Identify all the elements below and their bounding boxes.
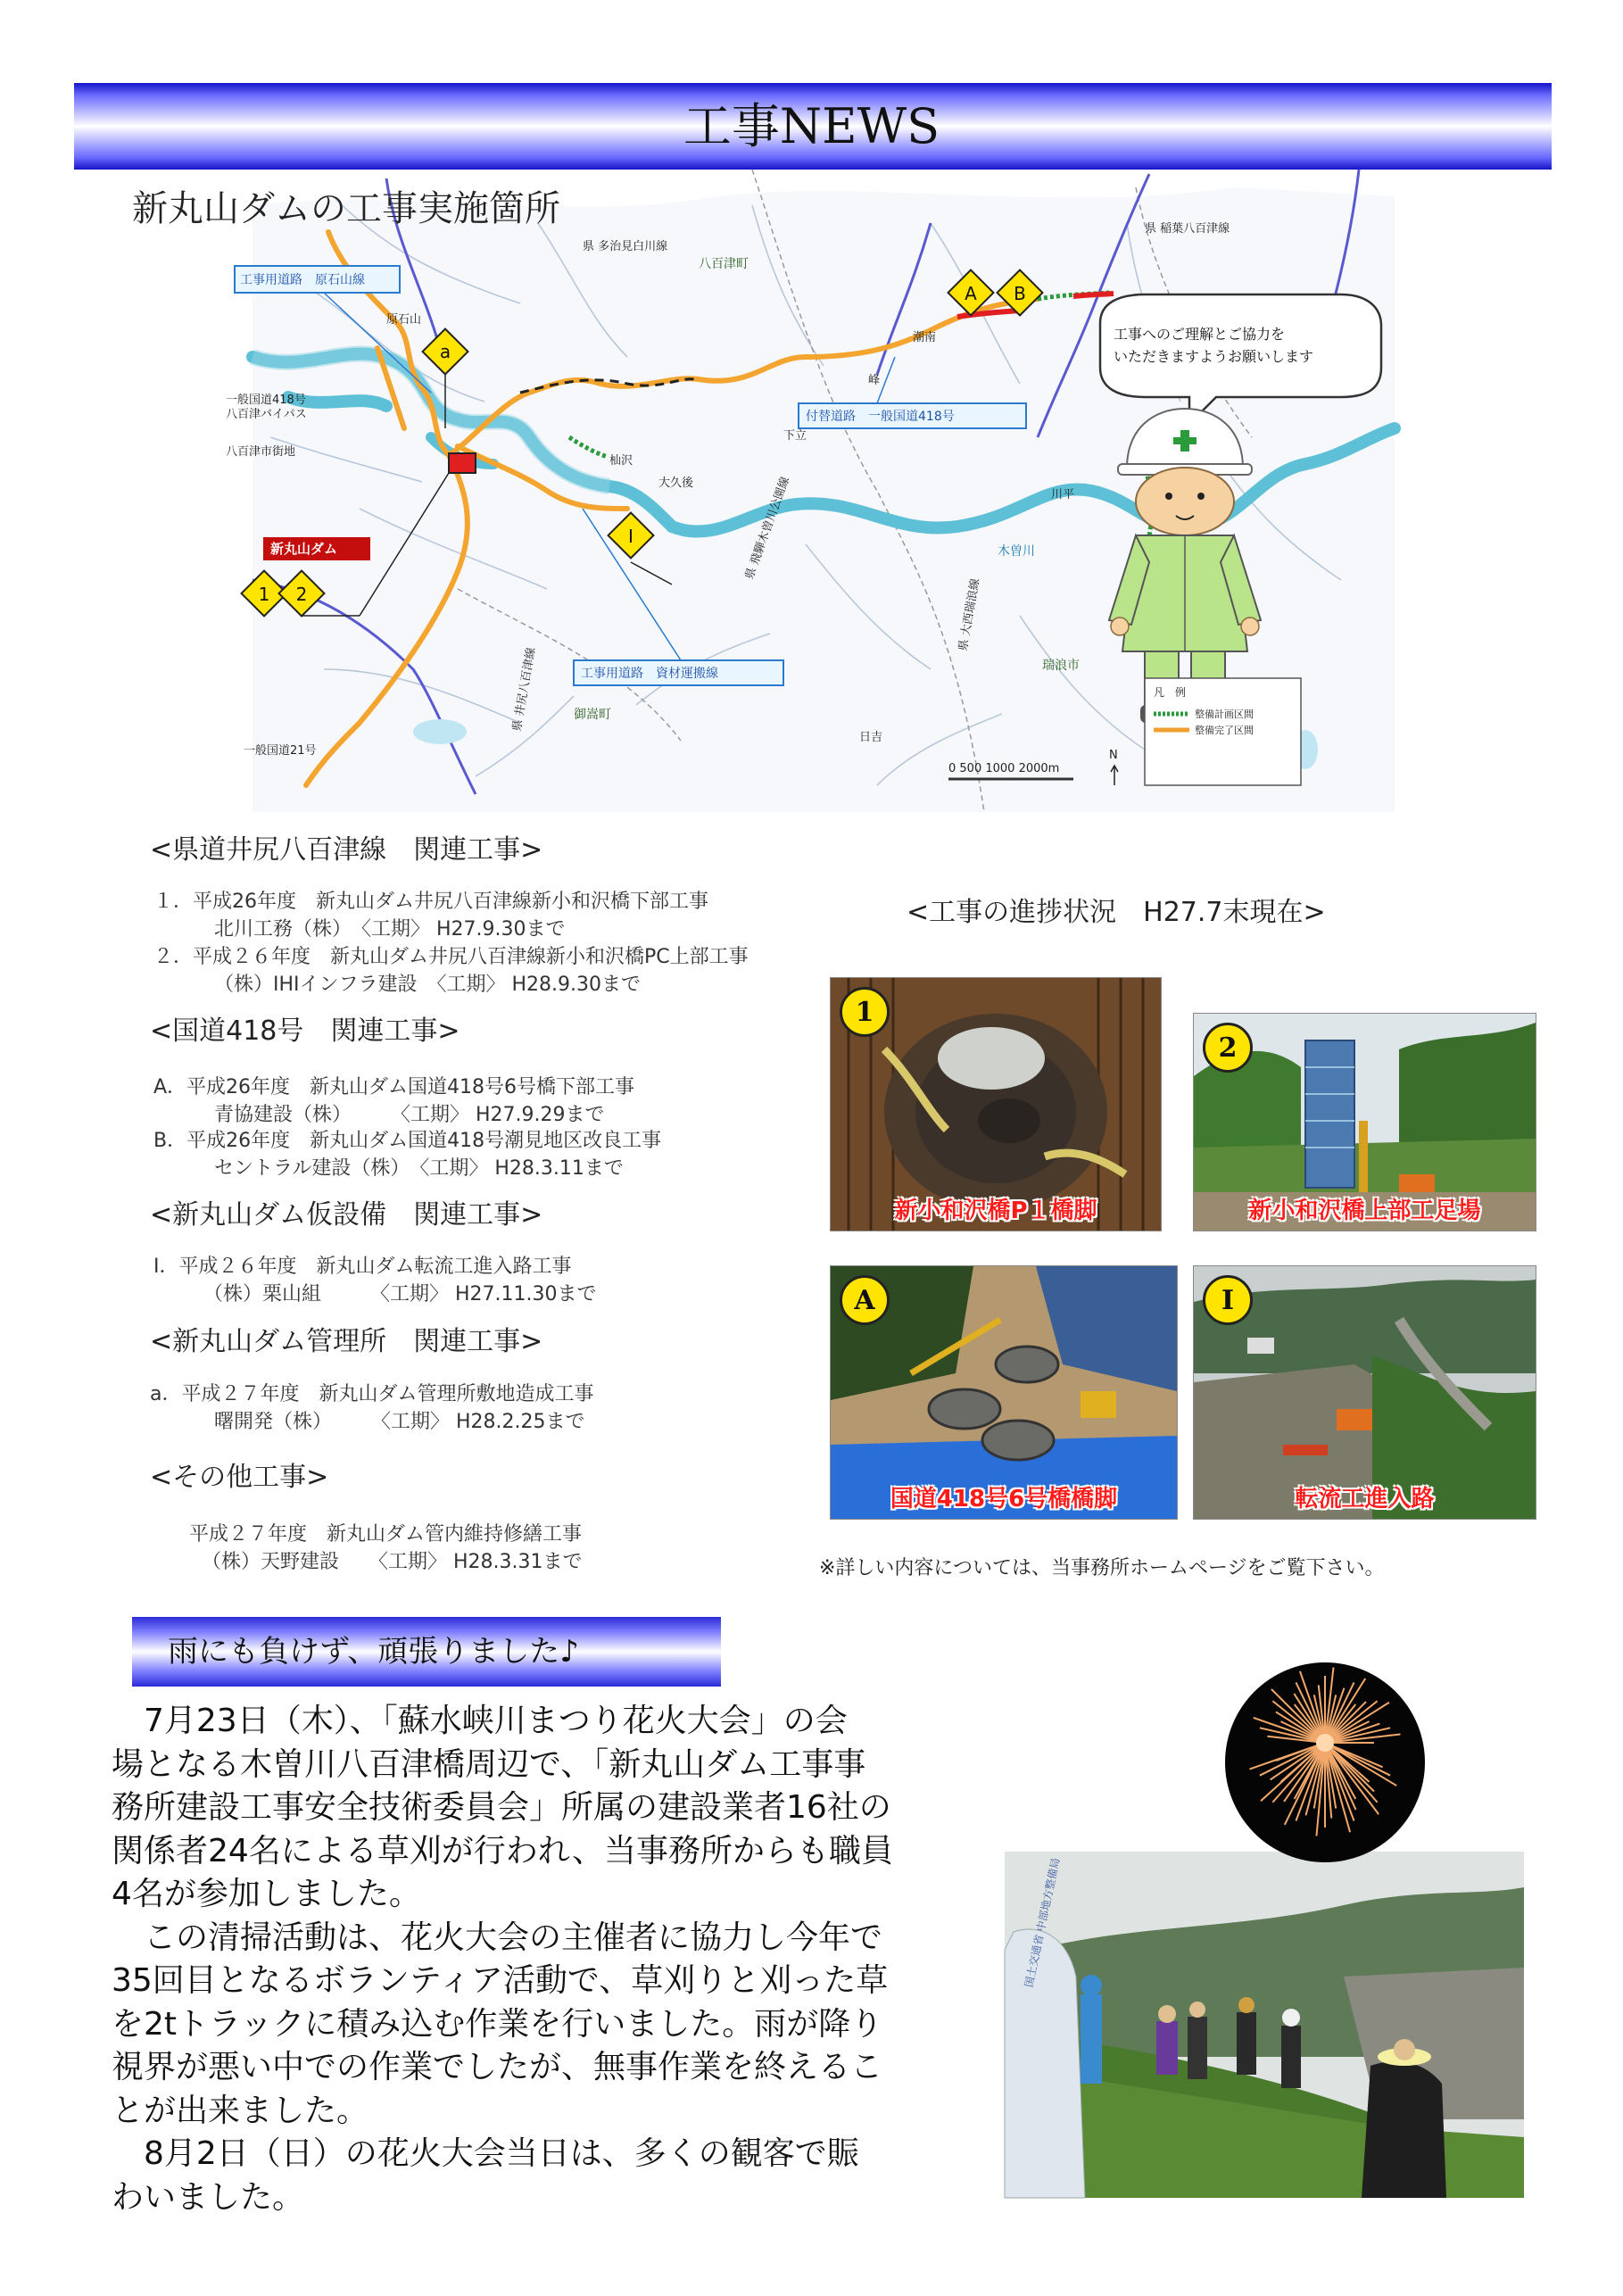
construction-map <box>226 170 1395 812</box>
svg-text:八百津市街地: 八百津市街地 <box>226 445 296 459</box>
story-body <box>112 1700 986 2219</box>
item-line: （株）栗山組 〈工期〉 H27.11.30まで <box>203 1283 597 1305</box>
section-heading-2: <国道418号 関連工事> <box>150 1015 460 1047</box>
svg-text:杣沢: 杣沢 <box>609 454 633 468</box>
item-line: 北川工務（株） 〈工期〉 H27.9.30まで <box>214 918 566 941</box>
map-title: 新丸山ダムの工事実施箇所 <box>132 188 560 229</box>
progress-note: ※詳しい内容については、当事務所ホームページをご覧下さい。 <box>819 1557 1385 1579</box>
progress-photo-2 <box>1193 1013 1536 1231</box>
callout-dam <box>263 537 370 560</box>
svg-text:一般国道418号: 一般国道418号 <box>226 394 306 407</box>
item-line: （株）天野建設 〈工期〉 H28.3.31まで <box>202 1551 583 1573</box>
svg-text:日吉: 日吉 <box>859 731 883 744</box>
fireworks-graphic <box>1225 1662 1425 1862</box>
item-line: A．平成26年度 新丸山ダム国道418号6号橋下部工事 <box>153 1076 635 1098</box>
svg-text:原石山: 原石山 <box>386 313 422 327</box>
story-line: 35回目となるボランティア活動で、草刈りと刈った草 <box>112 1962 889 1999</box>
story-line: 場となる木曽川八百津橋周辺で、「新丸山ダム工事事 <box>112 1745 866 1783</box>
map-graphic <box>226 170 1395 812</box>
story-line: 4名が参加しました。 <box>112 1876 421 1912</box>
photo-badge: 1 <box>840 987 890 1037</box>
photo-badge: A <box>840 1275 890 1325</box>
svg-text:0 500 1000 2000m: 0 500 1000 2000m <box>948 762 1060 775</box>
callout-detour-road <box>799 403 1026 428</box>
photo-caption: 国道418号6号橋橋脚 <box>890 1486 1118 1513</box>
svg-text:a: a <box>439 341 451 362</box>
progress-heading: <工事の進捗状況 H27.7末現在> <box>907 897 1326 928</box>
svg-text:工事へのご理解とご協力を: 工事へのご理解とご協力を <box>1114 326 1286 343</box>
svg-text:凡 例: 凡 例 <box>1154 686 1187 699</box>
story-title: 雨にも負けず、頑張りました♪ <box>168 1634 579 1670</box>
item-line: ２．平成２６年度 新丸山ダム井尻八百津線新小和沢橋PC上部工事 <box>153 946 749 968</box>
item-line: a．平成２７年度 新丸山ダム管理所敷地造成工事 <box>150 1383 594 1405</box>
fireworks-photo <box>1225 1662 1425 1862</box>
photo-caption: 新小和沢橋P１橋脚 <box>894 1198 1097 1224</box>
story-line: を2tトラックに積み込む作業を行いました。雨が降り <box>112 2005 883 2043</box>
photo-caption: 新小和沢橋上部工足場 <box>1248 1198 1481 1224</box>
svg-text:工事用道路 資材運搬線: 工事用道路 資材運搬線 <box>581 667 718 681</box>
callout-material-road <box>574 660 783 685</box>
svg-text:B: B <box>1014 283 1026 304</box>
volunteer-photo <box>1005 1852 1524 2198</box>
svg-text:潮南: 潮南 <box>913 331 937 344</box>
svg-text:いただきますようお願いします: いただきますようお願いします <box>1114 348 1314 365</box>
svg-text:県 大西瑞浪線: 県 大西瑞浪線 <box>956 577 983 652</box>
svg-text:峰: 峰 <box>868 374 881 387</box>
story-line: 関係者24名による草刈が行われ、当事務所からも職員 <box>112 1832 893 1869</box>
svg-text:川平: 川平 <box>1051 488 1075 501</box>
map-legend <box>1145 678 1301 785</box>
svg-text:A: A <box>965 283 977 304</box>
story-line: 視界が悪い中での作業でしたが、無事作業を終えるこ <box>112 2049 883 2085</box>
svg-text:県 飛騨木曽川公園線: 県 飛騨木曽川公園線 <box>742 475 793 582</box>
story-line: とが出来ました。 <box>112 2092 369 2129</box>
item-line: （株）IHIインフラ建設 〈工期〉 H28.9.30まで <box>214 974 642 996</box>
svg-text:大久後: 大久後 <box>658 477 694 490</box>
svg-text:新丸山ダム: 新丸山ダム <box>270 541 338 557</box>
svg-text:一般国道21号: 一般国道21号 <box>244 744 317 758</box>
item-line: B．平成26年度 新丸山ダム国道418号潮見地区改良工事 <box>153 1130 662 1152</box>
svg-text:木曽川: 木曽川 <box>998 544 1035 559</box>
svg-text:県 稲葉八百津線: 県 稲葉八百津線 <box>1145 222 1230 236</box>
item-line: １．平成26年度 新丸山ダム井尻八百津線新小和沢橋下部工事 <box>153 891 708 913</box>
photo-caption: 転流工進入路 <box>1295 1486 1435 1513</box>
svg-text:御嵩町: 御嵩町 <box>574 708 611 722</box>
page-title: 工事NEWS <box>683 98 940 154</box>
callout-haraishiyama <box>235 266 400 293</box>
photo-badge: I <box>1203 1275 1253 1325</box>
section-heading-1: <県道井尻八百津線 関連工事> <box>150 834 543 866</box>
story-line: 務所建設工事安全技術委員会」所属の建設業者16社の <box>112 1789 891 1826</box>
item-line: 青協建設（株） 〈工期〉 H27.9.29まで <box>214 1104 605 1126</box>
svg-text:1: 1 <box>258 584 270 605</box>
progress-photo-4 <box>1193 1265 1536 1520</box>
progress-photo-1 <box>830 977 1162 1231</box>
svg-text:整備完了区間: 整備完了区間 <box>1195 725 1254 736</box>
firework-ray <box>1271 1689 1325 1743</box>
story-line: 8月2日（日）の花火大会当日は、多くの観客で賑 <box>112 2135 859 2172</box>
story-line: 7月23日（木）、「蘇水峡川まつり花火大会」の会 <box>112 1703 848 1739</box>
photo-badge: 2 <box>1203 1023 1253 1073</box>
svg-text:瑞浪市: 瑞浪市 <box>1042 659 1080 673</box>
item-line: 曙開発（株） 〈工期〉 H28.2.25まで <box>214 1411 585 1433</box>
section-heading-5: <その他工事> <box>150 1462 329 1493</box>
story-line: この清掃活動は、花火大会の主催者に協力し今年で <box>112 1919 883 1956</box>
item-line: 平成２７年度 新丸山ダム管内維持修繕工事 <box>189 1523 583 1546</box>
svg-text:工事用道路 原石山線: 工事用道路 原石山線 <box>240 273 365 287</box>
item-line: セントラル建設（株） 〈工期〉 H28.3.11まで <box>214 1157 624 1180</box>
section-heading-3: <新丸山ダム仮設備 関連工事> <box>150 1199 543 1231</box>
progress-photo-3 <box>830 1265 1178 1520</box>
svg-text:八百津町: 八百津町 <box>699 257 749 271</box>
svg-text:付替道路 一般国道418号: 付替道路 一般国道418号 <box>806 410 955 424</box>
svg-text:八百津バイパス: 八百津バイパス <box>226 408 307 421</box>
story-line: わいました。 <box>112 2178 305 2216</box>
svg-text:県 多治見白川線: 県 多治見白川線 <box>583 240 668 253</box>
svg-text:N: N <box>1109 749 1118 762</box>
item-line: Ⅰ．平成２６年度 新丸山ダム転流工進入路工事 <box>153 1256 572 1278</box>
svg-text:2: 2 <box>295 584 308 605</box>
firework-ray <box>1284 1743 1325 1802</box>
svg-text:下立: 下立 <box>783 429 807 443</box>
svg-text:I: I <box>628 526 633 547</box>
section-heading-4: <新丸山ダム管理所 関連工事> <box>150 1326 543 1357</box>
svg-text:県 井尻八百津線: 県 井尻八百津線 <box>510 646 539 733</box>
svg-text:整備計画区間: 整備計画区間 <box>1195 709 1254 720</box>
